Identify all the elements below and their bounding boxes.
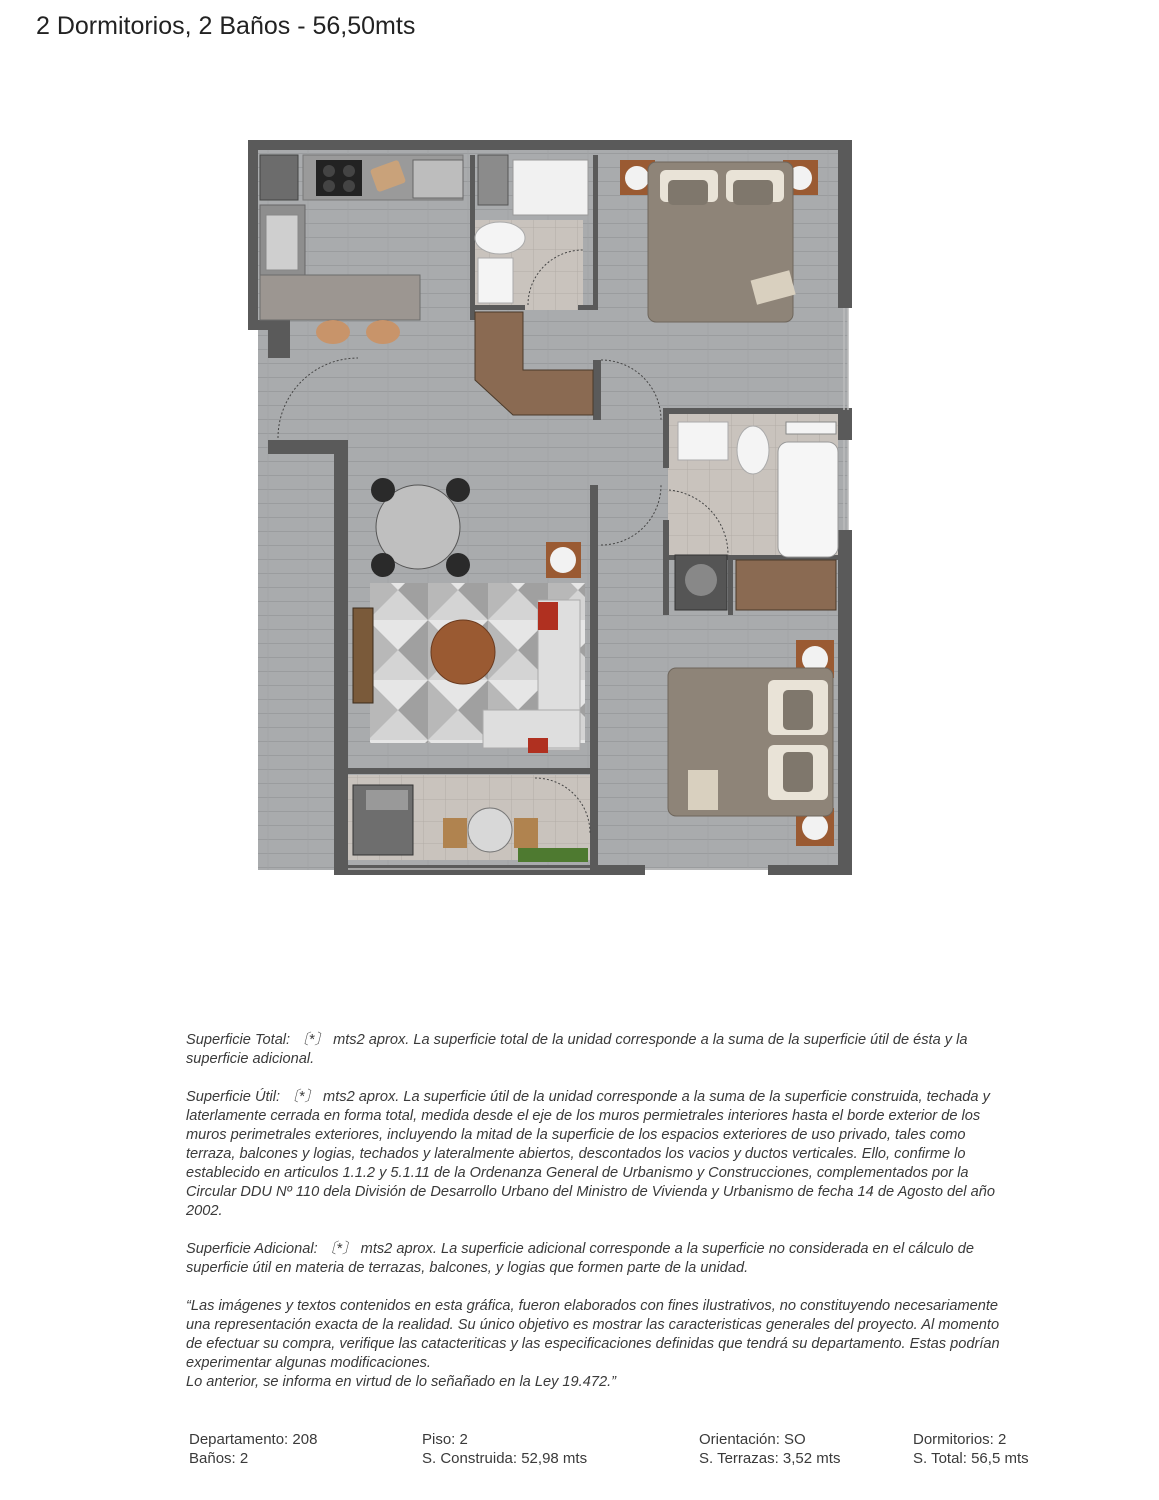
note-disclaimer: “Las imágenes y textos contenidos en esta gráfica, fueron elaborados con fines ilustrativos, no constituyendo necesariamente una representación exacta de la realidad. Su único objetivo es mostrar las caracteristicas generales del proyecto. Al momento de efectuar su compra, verifique las catacteriticas y las especificaciones definidas que tendrá su departamento. Estas podrían experimentar algunas modificaciones. xyxy=(186,1298,1000,1371)
toilet-icon xyxy=(475,222,525,254)
page-title: 2 Dormitorios, 2 Baños - 56,50mts xyxy=(36,12,416,40)
bar-stool xyxy=(316,320,350,344)
specs-col-2 xyxy=(422,1430,587,1468)
bar-stool xyxy=(366,320,400,344)
planter xyxy=(518,848,588,862)
specs-col-3 xyxy=(699,1430,840,1468)
floor-plan xyxy=(248,140,852,880)
spec-orientacion: Orientación: SO xyxy=(699,1431,806,1448)
note-superficie-adicional: Superficie Adicional: 〔*〕 mts2 aprox. La superficie adicional corresponde a la superficie no considerada en el cálculo de superficie útil en materia de terrazas, balcones, y logias que formen parte de la unidad. xyxy=(186,1241,974,1276)
note-superficie-util: Superficie Útil: 〔*〕 mts2 aprox. La superficie útil de la unidad corresponde a la suma de la superficie construida, techada y laterlamente cerrada en forma total, medida desde el eje de los muros permietrales interiores hasta el borde exterior de los muros perimetrales exteriores, incluyendo la mitad de la superficie de los espacios exteriores de uso privado, tales como terraza, balcones y logias, techados y lateralmente abiertos, descontados los vacios y ductos verticales. Ello, confirme lo establecido en articulos 1.1.2 y 5.1.11 de la Ordenanza General de Urbanismo y Construcciones, complementados por la Circular DDU Nº 110 dela División de Desarrollo Urbano del Ministro de Vivienda y Urbanismo de fecha 14 de Agosto del año 2002. xyxy=(186,1089,995,1219)
fridge-icon xyxy=(260,155,298,200)
tv-console xyxy=(353,608,373,703)
spec-banos: Baños: 2 xyxy=(189,1450,249,1467)
shower-icon xyxy=(513,160,588,215)
bedroom-1 xyxy=(620,160,818,322)
bathtub-icon xyxy=(778,442,838,557)
kitchen-counter xyxy=(260,275,420,320)
sink-icon xyxy=(266,215,298,270)
toilet-icon xyxy=(737,426,769,474)
spec-construida: S. Construida: 52,98 mts xyxy=(422,1450,588,1467)
bathroom-sink-icon xyxy=(478,258,513,303)
oven-icon xyxy=(413,160,463,198)
spec-total: S. Total: 56,5 mts xyxy=(913,1450,1029,1467)
specs-col-1 xyxy=(189,1430,317,1468)
note-ley: Lo anterior, se informa en virtud de lo señañado en la Ley 19.472.” xyxy=(186,1374,616,1390)
spec-departamento: Departamento: 208 xyxy=(189,1431,318,1448)
coffee-table-icon xyxy=(431,620,495,684)
bathroom-sink-icon xyxy=(678,422,728,460)
spec-terrazas: S. Terrazas: 3,52 mts xyxy=(699,1450,841,1467)
kitchen-stove-icon xyxy=(316,160,362,196)
spec-piso: Piso: 2 xyxy=(422,1431,468,1448)
notes xyxy=(186,1031,1016,1392)
spec-dormitorios: Dormitorios: 2 xyxy=(913,1431,1007,1448)
specs-col-4 xyxy=(913,1430,1029,1468)
bedroom-2 xyxy=(668,640,834,846)
note-superficie-total: Superficie Total: 〔*〕 mts2 aprox. La superficie total de la unidad corresponde a la suma de la superficie útil de ésta y la superficie adicional. xyxy=(186,1032,968,1067)
